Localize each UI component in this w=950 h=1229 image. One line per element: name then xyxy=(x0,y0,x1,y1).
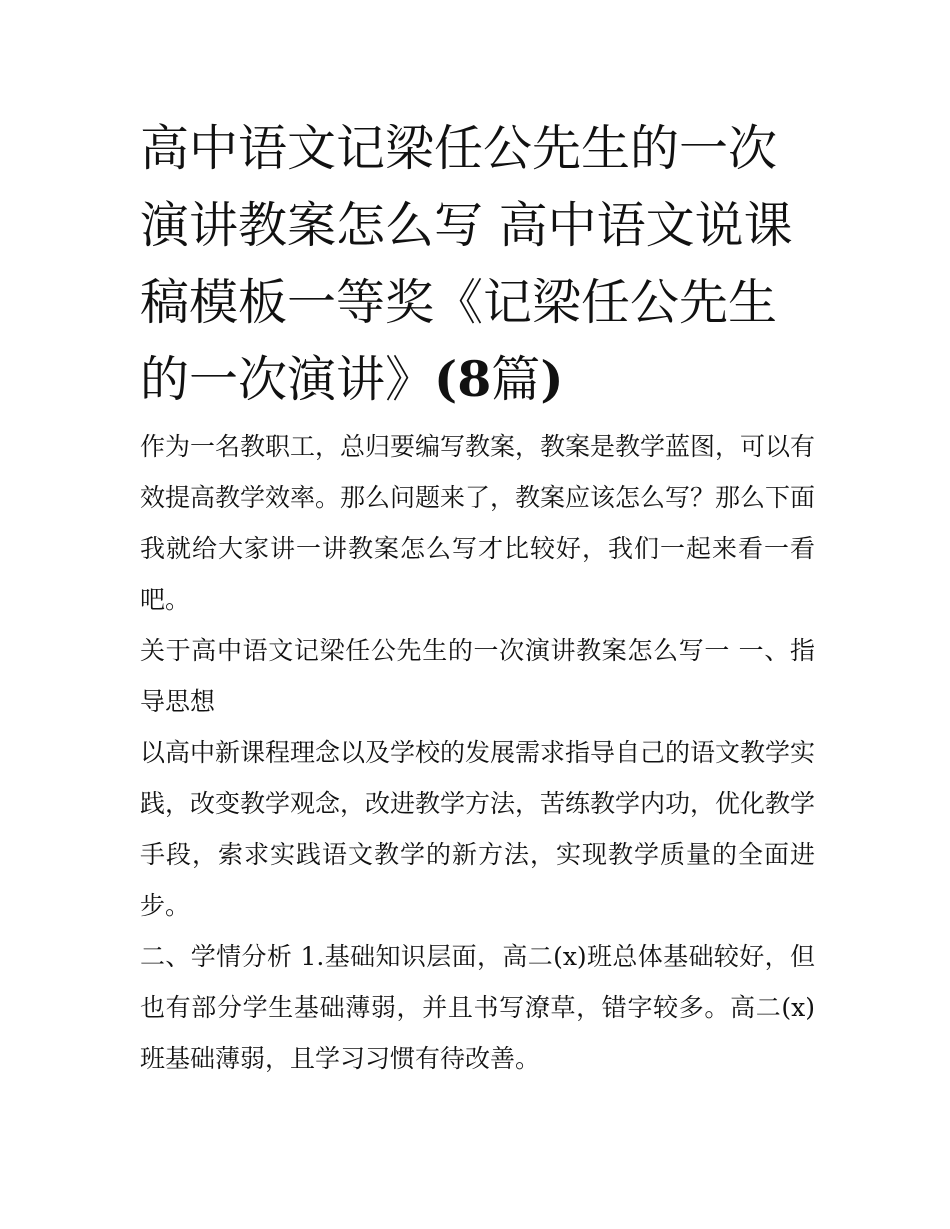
title-paren-close: ) xyxy=(540,350,564,408)
title-count: (8 xyxy=(434,350,492,408)
paragraph-section-heading: 关于高中语文记梁任公先生的一次演讲教案怎么写一 一、指导思想 xyxy=(140,636,815,716)
paragraph-intro: 作为一名教职工，总归要编写教案，教案是教学蓝图，可以有效提高教学效率。那么问题来了，教案应该怎么写？那么下面我就给大家讲一讲教案怎么写才比较好，我们一起来看一看吧。 xyxy=(140,432,816,614)
paragraph-guiding-thought: 以高中新课程理念以及学校的发展需求指导自己的语文教学实践，改变教学观念，改进教学方法，苦练教学内功，优化教学手段，索求实践语文教学的新方法，实现教学质量的全面进步。 xyxy=(140,738,816,920)
document-title: 高中语文记梁任公先生的一次演讲教案怎么写 高中语文说课稿模板一等奖《记梁任公先生的一次演讲》(8篇) xyxy=(140,120,793,408)
document-content xyxy=(140,110,815,1084)
paragraph-student-analysis: 二、学情分析 1.基础知识层面，高二(x)班总体基础较好，但也有部分学生基础薄弱，并且书写潦草，错字较多。高二(x)班基础薄弱，且学习习惯有待改善。 xyxy=(140,942,815,1073)
